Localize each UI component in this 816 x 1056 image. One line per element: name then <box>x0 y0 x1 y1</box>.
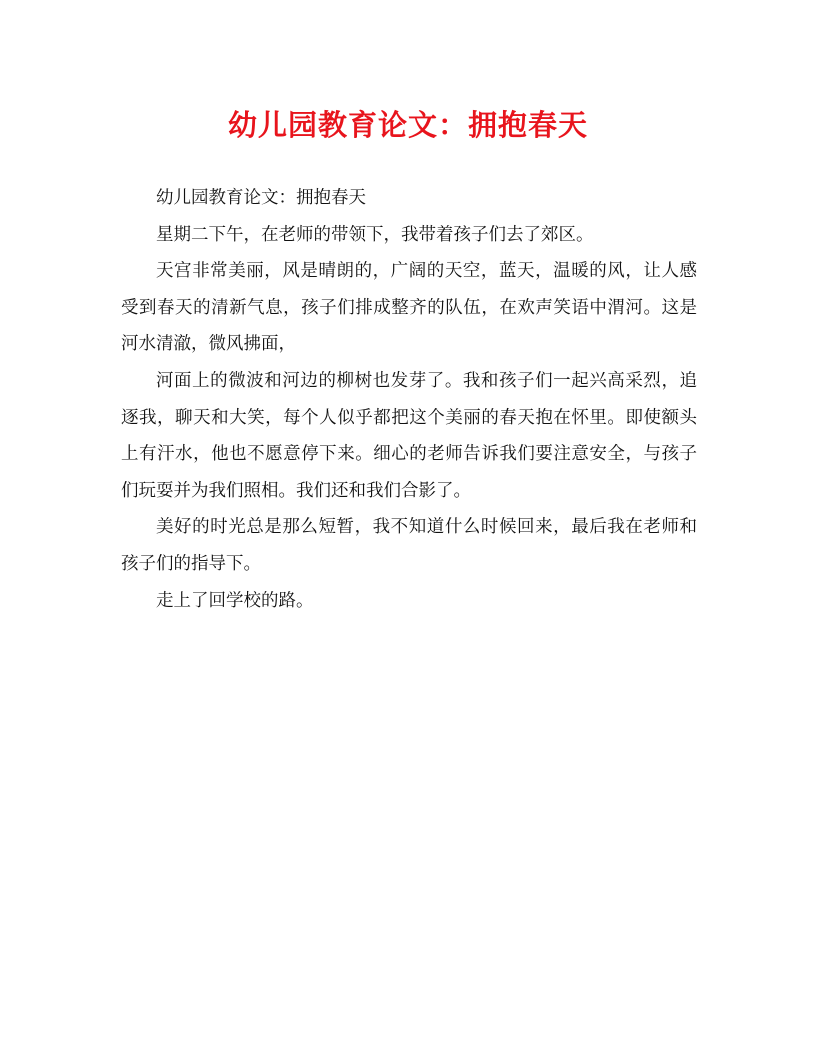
paragraph-subtitle: 幼儿园教育论文：拥抱春天 <box>156 188 366 208</box>
paragraph: 走上了回学校的路。 <box>156 590 314 611</box>
paragraph: 美好的时光总是那么短暂，我不知道什么时候回来，最后我在老师和孩子们的指导下。 <box>121 517 697 574</box>
document-body <box>121 180 697 619</box>
paragraph: 天宫非常美丽，风是晴朗的，广阔的天空，蓝天，温暖的风，让人感受到春天的清新气息，孩子们排成整齐的队伍，在欢声笑语中渭河。这是河水清澈，微风拂面， <box>121 261 697 355</box>
document-title: 幼儿园教育论文：拥抱春天 <box>227 108 588 142</box>
paragraph: 河面上的微波和河边的柳树也发芽了。我和孩子们一起兴高采烈，追逐我，聊天和大笑，每个人似乎都把这个美丽的春天抱在怀里。即使额头上有汗水，他也不愿意停下来。细心的老师告诉我们要注意安全，与孩子们玩耍并为我们照相。我们还和我们合影了。 <box>121 370 697 501</box>
paragraph: 星期二下午，在老师的带领下，我带着孩子们去了郊区。 <box>156 224 594 245</box>
